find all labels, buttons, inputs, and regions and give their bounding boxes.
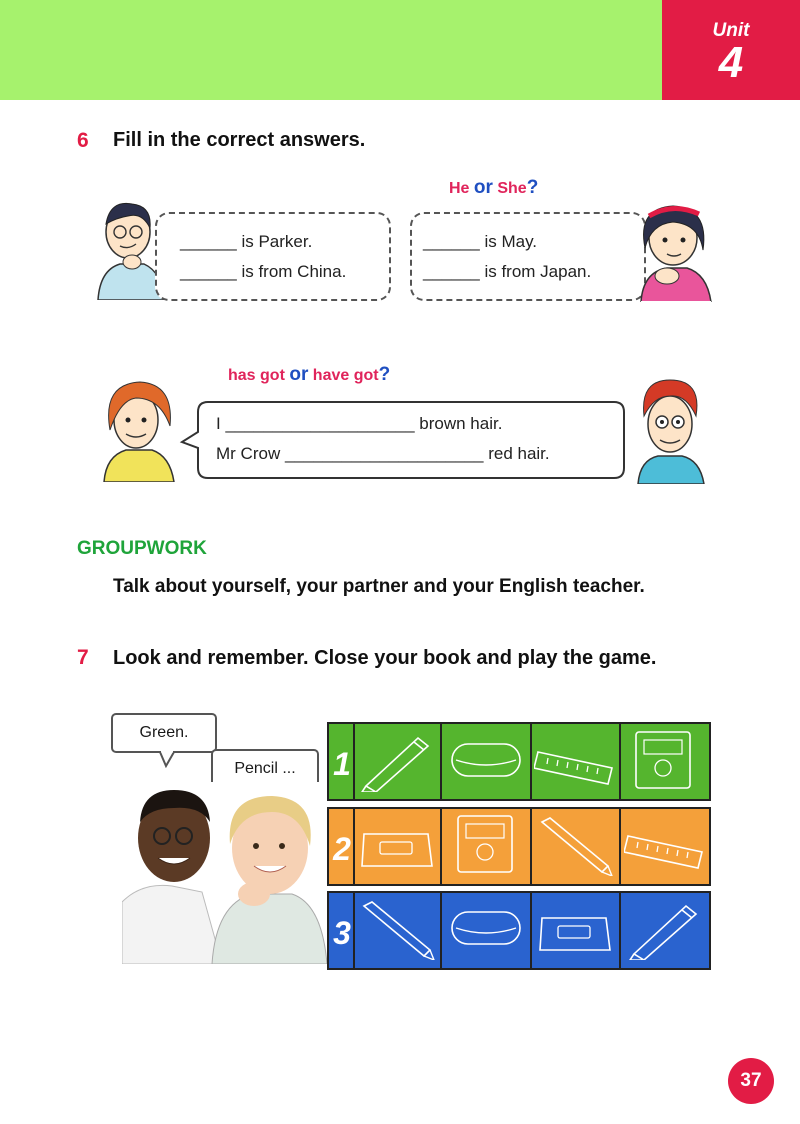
exercise-7-number: 7 xyxy=(77,646,89,669)
row-2-divider xyxy=(619,809,621,884)
unit-number: 4 xyxy=(718,38,744,87)
may-answer-box xyxy=(410,212,646,301)
bubble-line-1: I ____________________ brown hair. xyxy=(216,414,503,433)
red-haired-girl-illustration xyxy=(96,376,180,482)
row-1-divider xyxy=(440,724,442,799)
may-line-2: ______ is from Japan. xyxy=(423,262,592,281)
exercise-6-title: Fill in the correct answers. xyxy=(113,129,366,151)
row-3-label: 3 xyxy=(333,915,351,951)
prompt-question-mark-2: ? xyxy=(378,364,391,385)
prompt-option-have-got: have got xyxy=(312,367,379,384)
pen-icon xyxy=(358,898,438,960)
speech-bubble xyxy=(178,398,628,483)
prompt-option-has-got: has got xyxy=(228,367,285,384)
row-2-divider xyxy=(530,809,532,884)
unit-badge xyxy=(662,0,800,100)
row-3-divider xyxy=(530,893,532,968)
pencil-icon xyxy=(358,730,436,792)
pen-icon xyxy=(536,814,616,876)
row-1-label: 1 xyxy=(333,746,351,782)
prompt-or-2: or xyxy=(289,364,309,385)
row-1-divider xyxy=(619,724,621,799)
row-1-divider xyxy=(530,724,532,799)
prompt-option-she: She xyxy=(497,180,527,197)
girl-may-illustration xyxy=(627,198,717,302)
unit-label: Unit xyxy=(712,20,750,41)
groupwork-heading: GROUPWORK xyxy=(77,538,207,559)
parker-answer-box xyxy=(155,212,391,301)
exercise-6-number: 6 xyxy=(77,129,89,152)
he-or-she-prompt xyxy=(449,177,538,199)
row-3-divider xyxy=(353,893,355,968)
bubble-line-2: Mr Crow _____________________ red hair. xyxy=(216,444,550,463)
row-1-divider xyxy=(353,724,355,799)
pencil-case-icon xyxy=(358,814,436,876)
pencil-icon xyxy=(626,898,704,960)
row-3-divider xyxy=(619,893,621,968)
row-2-label: 2 xyxy=(333,831,351,867)
eraser-icon xyxy=(446,902,526,958)
children-photo xyxy=(122,782,327,964)
row-3-divider xyxy=(440,893,442,968)
ruler-icon xyxy=(624,818,706,874)
book-icon xyxy=(626,728,702,792)
header-bar xyxy=(0,0,662,100)
ruler-icon xyxy=(534,734,616,790)
parker-line-1: ______ is Parker. xyxy=(180,232,313,251)
prompt-option-he: He xyxy=(449,180,470,197)
prompt-question-mark: ? xyxy=(526,177,539,198)
pencil-bubble-text: Pencil ... xyxy=(234,760,296,777)
eraser-icon xyxy=(446,734,526,790)
pencil-case-icon xyxy=(536,898,614,960)
parker-line-2: ______ is from China. xyxy=(180,262,347,281)
prompt-or: or xyxy=(473,177,493,198)
mr-crow-illustration xyxy=(628,376,710,484)
has-got-or-have-got-prompt xyxy=(228,364,390,386)
row-2-divider xyxy=(353,809,355,884)
groupwork-instructions: Talk about yourself, your partner and your English teacher. xyxy=(113,576,645,597)
book-icon xyxy=(448,812,524,876)
page-number: 37 xyxy=(728,1058,774,1104)
may-line-1: ______ is May. xyxy=(423,232,538,251)
exercise-7-title: Look and remember. Close your book and play the game. xyxy=(113,647,657,669)
green-bubble-text: Green. xyxy=(139,724,189,741)
row-2-divider xyxy=(440,809,442,884)
